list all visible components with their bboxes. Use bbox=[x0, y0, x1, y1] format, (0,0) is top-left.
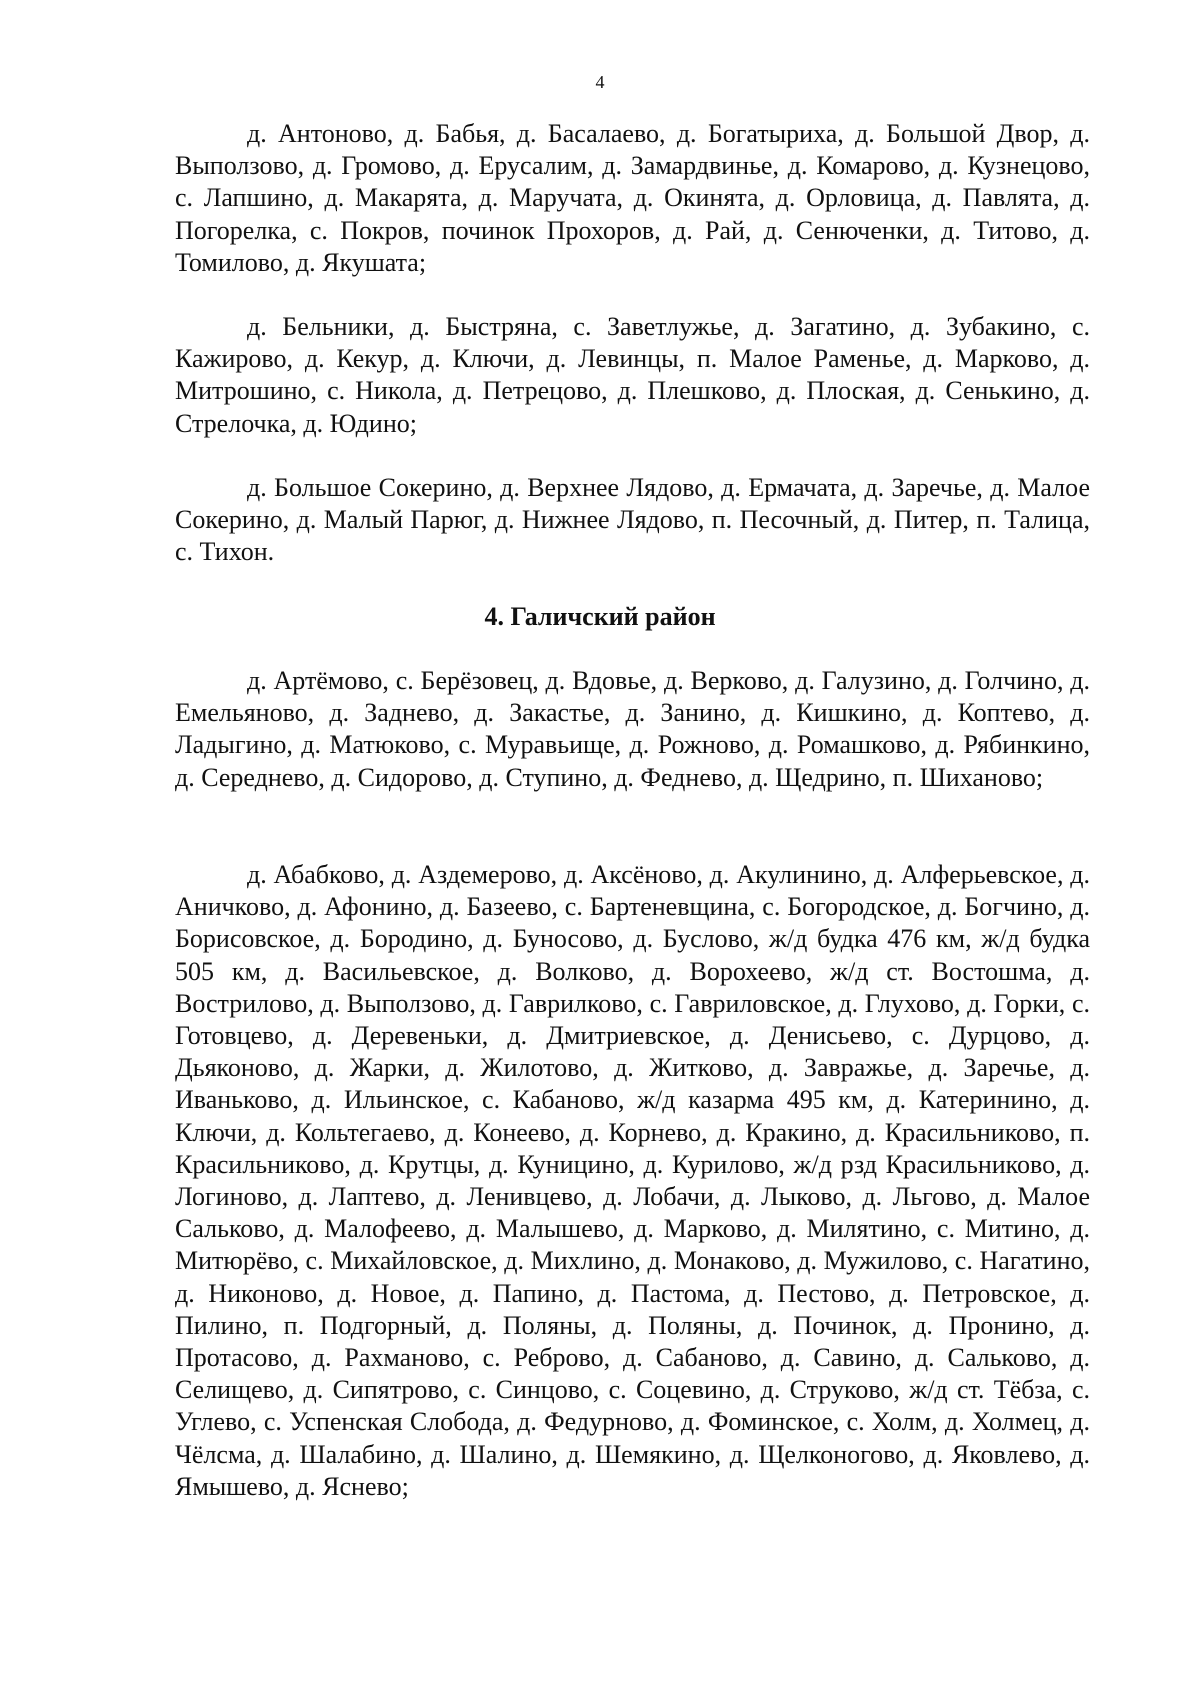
galich-settlements-paragraph-2: д. Абабково, д. Аздемерово, д. Аксёново, д. Акулинино, д. Алферьевское, д. Аничково, д. Афонино, д. Базеево, с. Бартеневщина, с. Богородское, д. Богчино, д. Борисовское, д. Бородино, д. Буносово, д. Буслово, ж/д будка 476 км, ж/д будка 505 км, д. Васильевское, д. Волково, д. Ворохеево, ж/д ст. Востошма, д. Вострилово, д. Выползово, д. Гаврилково, с. Гавриловское, д. Глухово, д. Горки, с. Готовцево, д. Деревеньки, д. Дмитриевское, д. Денисьево, с. Дурцово, д. Дьяконово, д. Жарки, д. Жилотово, д. Житково, д. Завражье, д. Заречье, д. Иваньково, д. Ильинское, с. Кабаново, ж/д казарма 495 км, д. Катеринино, д. Ключи, д. Кольтегаево, д. Конеево, д. Корнево, д. Кракино, д. Красильниково, п. Красильниково, д. Крутцы, д. Куницино, д. Курилово, ж/д рзд Красильниково, д. Логиново, д. Лаптево, д. Ленивцево, д. Лобачи, д. Лыково, д. Льгово, д. Малое Сальково, д. Малофеево, д. Малышево, д. Марково, д. Милятино, с. Митино, д. Митюрёво, с. Михайловское, д. Михлино, д. Монаково, д. Мужилово, с. Нагатино, д. Никоново, д. Новое, д. Папино, д. Пастома, д. Пестово, д. Петровское, д. Пилино, п. Подгорный, д. Поляны, д. Поляны, д. Починок, д. Пронино, д. Протасово, д. Рахманово, с. Реброво, д. Сабаново, д. Савино, д. Сальково, д. Селищево, д. Сипятрово, с. Синцово, с. Соцевино, д. Струково, ж/д ст. Тёбза, с. Углево, с. Успенская Слобода, д. Федурново, д. Фоминское, с. Холм, д. Холмец, д. Чёлсма, д. Шалабино, д. Шалино, д. Шемякино, д. Щелконогово, д. Яковлево, д. Ямышево, д. Яснево; bbox=[175, 860, 1090, 1501]
galich-settlements-paragraph-1: д. Артёмово, с. Берёзовец, д. Вдовье, д. Верково, д. Галузино, д. Голчино, д. Емельяново, д. Заднево, д. Закастье, д. Занино, д. Кишкино, д. Коптево, д. Ладыгино, д. Матюково, с. Муравьище, д. Рожново, д. Ромашково, д. Рябинкино, д. Середнево, д. Сидорово, д. Ступино, д. Феднево, д. Щедрино, п. Шиханово; bbox=[175, 666, 1090, 792]
page-number: 4 bbox=[595, 72, 605, 92]
settlements-paragraph-3: д. Большое Сокерино, д. Верхнее Лядово, д. Ермачата, д. Заречье, д. Малое Сокерино, д. Малый Парюг, д. Нижнее Лядово, п. Песочный, д. Питер, п. Талица, с. Тихон. bbox=[175, 473, 1090, 567]
settlements-paragraph-2: д. Бельники, д. Быстряна, с. Заветлужье, д. Загатино, д. Зубакино, с. Кажирово, д. Кекур, д. Ключи, д. Левинцы, п. Малое Раменье, д. Марково, д. Митрошино, с. Никола, д. Петрецово, д. Плешково, д. Плоская, д. Сенькино, д. Стрелочка, д. Юдино; bbox=[175, 312, 1090, 438]
section-heading-galich-district: 4. Галичский район bbox=[484, 602, 716, 631]
settlements-paragraph-1: д. Антоново, д. Бабья, д. Басалаево, д. Богатыриха, д. Большой Двор, д. Выползово, д. Громово, д. Ерусалим, д. Замардвинье, д. Комарово, д. Кузнецово, с. Лапшино, д. Макарята, д. Маручата, д. Окинята, д. Орловица, д. Павлята, д. Погорелка, с. Покров, починок Прохоров, д. Рай, д. Сенюченки, д. Титово, д. Томилово, д. Якушата; bbox=[175, 119, 1090, 277]
